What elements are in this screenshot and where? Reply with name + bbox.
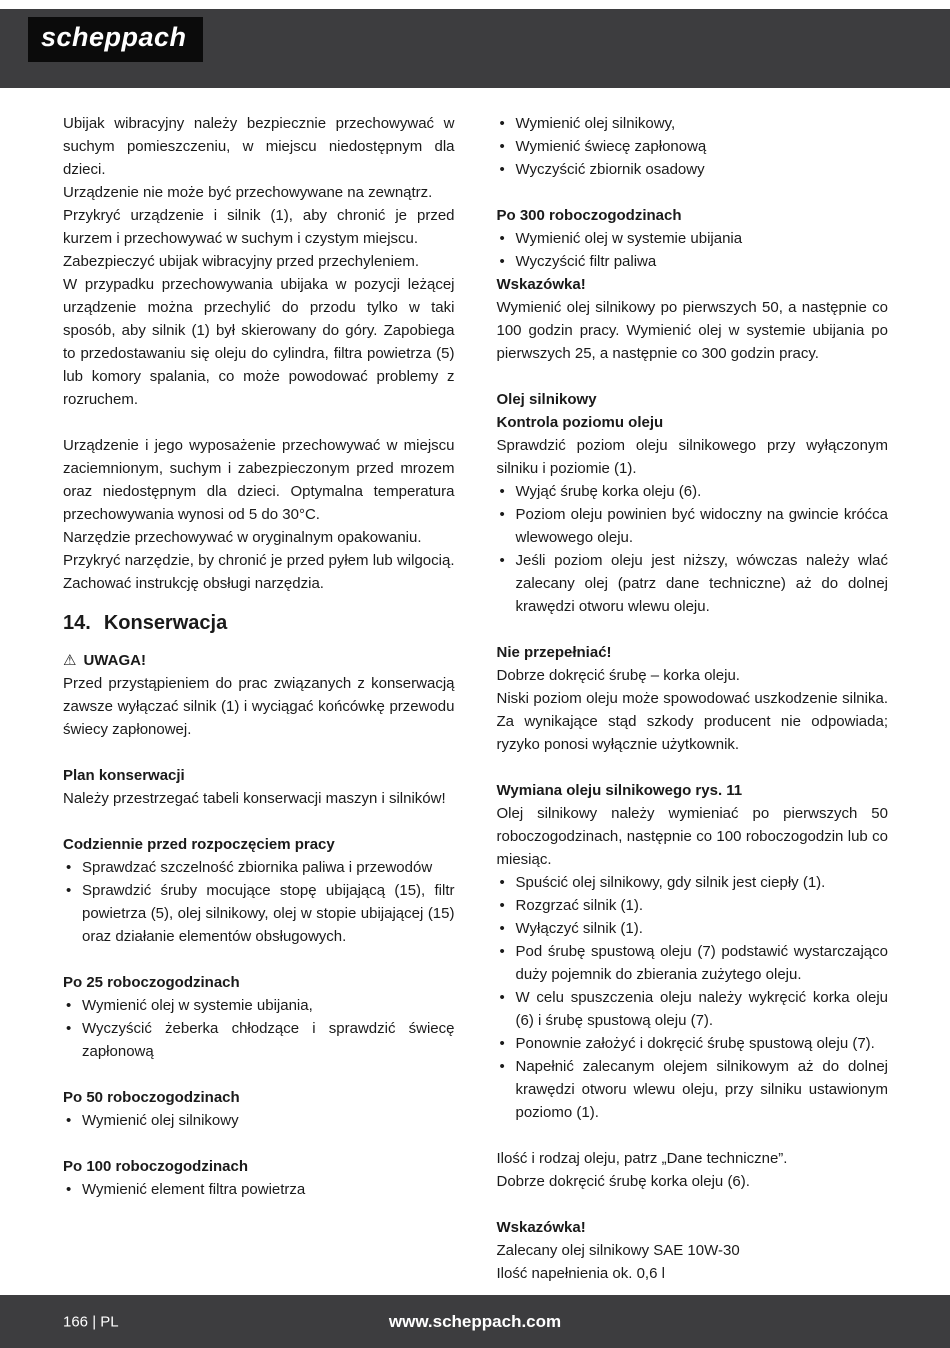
vertical-spacer [63, 1063, 455, 1086]
bullet-list [497, 871, 889, 1124]
vertical-spacer [497, 181, 889, 204]
section-heading [63, 610, 455, 636]
bullet-item: • Wyłączyć silnik (1). [497, 917, 889, 940]
paragraph: Zalecany olej silnikowy SAE 10W-30 [496, 1242, 740, 1259]
vertical-spacer [63, 411, 455, 434]
bold-label: Po 25 roboczogodzinach [63, 974, 240, 991]
bullet-list [63, 1178, 455, 1201]
bullet-item: • Wymienić olej w systemie ubijania, [63, 994, 455, 1017]
paragraph: Urządzenie nie może być przechowywane na zewnątrz. [63, 184, 433, 201]
paragraph: Ilość napełnienia ok. 0,6 l [496, 1265, 665, 1282]
bold-label: Wymiana oleju silnikowego rys. 11 [496, 782, 743, 799]
paragraph: Ubijak wibracyjny należy bezpiecznie przechowywać w suchym pomieszczeniu, w miejscu niedostępnym dla dzieci. [63, 115, 455, 178]
logo-text: scheppach [41, 22, 187, 52]
bullet-item: • Wymienić olej silnikowy, [497, 112, 889, 135]
scheppach-logo [28, 17, 203, 62]
bullet-list [497, 480, 889, 618]
header-bar [0, 9, 950, 88]
bold-label: Wskazówka! [496, 276, 586, 293]
bullet-item: • Spuścić olej silnikowy, gdy silnik jest ciepły (1). [497, 871, 889, 894]
bullet-item: • Ponownie założyć i dokręcić śrubę spustową oleju (7). [497, 1032, 889, 1055]
paragraph: Ilość i rodzaj oleju, patrz „Dane techniczne”. [496, 1150, 788, 1167]
vertical-spacer [497, 365, 889, 388]
warning-label-text: UWAGA! [83, 652, 146, 669]
paragraph: Sprawdzić poziom oleju silnikowego przy wyłączonym silniku i poziomie (1). [496, 437, 888, 477]
left-column [63, 112, 455, 1295]
bold-label: Wskazówka! [496, 1219, 586, 1236]
vertical-spacer [63, 1132, 455, 1155]
bullet-item: • Napełnić zalecanym olejem silnikowym aż do dolnej krawędzi otworu wlewu oleju, przy silniku ustawionym poziomo (1). [497, 1055, 889, 1124]
bullet-item: • Wyczyścić zbiornik osadowy [497, 158, 889, 181]
vertical-spacer [63, 741, 455, 764]
vertical-spacer [63, 810, 455, 833]
bullet-item: • Sprawdzać szczelność zbiornika paliwa i przewodów [63, 856, 455, 879]
page-number: 166 | PL [63, 1313, 119, 1330]
paragraph: Należy przestrzegać tabeli konserwacji maszyn i silników! [63, 790, 446, 807]
page-content [0, 88, 950, 1295]
bullet-list [63, 1109, 455, 1132]
bold-label: Kontrola poziomu oleju [496, 414, 664, 431]
paragraph: W przypadku przechowywania ubijaka w pozycji leżącej urządzenie można przechylić do przodu tylko w taki sposób, aby silnik (1) był skierowany do góry. Zapobiega to przedostawaniu się oleju do cylindra, filtra powietrza (5) lub komory spalania, co może powodować problemy z rozruchem. [63, 276, 455, 408]
paragraph: Przed przystąpieniem do prac związanych z konserwacją zawsze wyłączać silnik (1) i wyciągać końcówkę przewodu świecy zapłonowej. [63, 675, 455, 738]
bullet-item: • W celu spuszczenia oleju należy wykręcić korka oleju (6) i śrubę spustową oleju (7). [497, 986, 889, 1032]
bold-label: Po 100 roboczogodzinach [63, 1158, 249, 1175]
vertical-spacer [63, 948, 455, 971]
bullet-item: • Poziom oleju powinien być widoczny na gwincie króćca wlewowego oleju. [497, 503, 889, 549]
vertical-spacer [497, 756, 889, 779]
bullet-item: • Wymienić element filtra powietrza [63, 1178, 455, 1201]
bold-label: Nie przepełniać! [496, 644, 612, 661]
warning-label [63, 649, 455, 672]
paragraph: Wymienić olej silnikowy po pierwszych 50, a następnie co 100 godzin pracy. Wymienić olej w systemie ubijania po pierwszych 25, a następnie co 300 godzin pracy. [496, 299, 888, 362]
paragraph: Przykryć narzędzie, by chronić je przed pyłem lub wilgocią. Zachować instrukcję obsługi narzędzia. [63, 552, 455, 592]
footer-bar [0, 1295, 950, 1348]
bullet-item: • Pod śrubę spustową oleju (7) podstawić wystarczająco duży pojemnik do zbierania zużytego oleju. [497, 940, 889, 986]
paragraph: Dobrze dokręcić śrubę korka oleju (6). [496, 1173, 750, 1190]
bullet-item: • Wyczyścić żeberka chłodzące i sprawdzić świecę zapłonową [63, 1017, 455, 1063]
bullet-item: • Wyczyścić filtr paliwa [497, 250, 889, 273]
vertical-spacer [497, 1193, 889, 1216]
vertical-spacer [497, 618, 889, 641]
bullet-list [63, 994, 455, 1063]
paragraph: Zabezpieczyć ubijak wibracyjny przed przechyleniem. [63, 253, 419, 270]
bold-label: Olej silnikowy [496, 391, 597, 408]
heading-number: 14. [63, 612, 91, 634]
warning-triangle-icon: ⚠ [63, 652, 77, 669]
bold-label: Po 50 roboczogodzinach [63, 1089, 240, 1106]
bullet-item: • Wymienić olej silnikowy [63, 1109, 455, 1132]
bullet-list [497, 112, 889, 181]
bullet-item: • Rozgrzać silnik (1). [497, 894, 889, 917]
bullet-list [63, 856, 455, 948]
paragraph: Narzędzie przechowywać w oryginalnym opakowaniu. [63, 529, 422, 546]
bold-label: Plan konserwacji [63, 767, 185, 784]
bold-label: Codziennie przed rozpoczęciem pracy [63, 836, 335, 853]
right-column [497, 112, 889, 1295]
paragraph: Niski poziom oleju może spowodować uszkodzenie silnika. Za wynikające stąd szkody producent nie odpowiada; ryzyko ponosi wyłącznie użytkownik. [496, 690, 888, 753]
bullet-item: • Sprawdzić śruby mocujące stopę ubijającą (15), filtr powietrza (5), olej silnikowy, olej w stopie ubijającej (15) oraz działanie elementów obsługowych. [63, 879, 455, 948]
bullet-item: • Jeśli poziom oleju jest niższy, wówczas należy wlać zalecany olej (patrz dane techniczne) aż do dolnej krawędzi otworu wlewu oleju. [497, 549, 889, 618]
paragraph: Urządzenie i jego wyposażenie przechowywać w miejscu zaciemnionym, suchym i zabezpieczonym przed mrozem oraz niedostępnym dla dzieci. Optymalna temperatura przechowywania wynosi od 5 do 30°C. [63, 437, 455, 523]
bullet-item: • Wymienić olej w systemie ubijania [497, 227, 889, 250]
vertical-spacer [497, 1124, 889, 1147]
bullet-list [497, 227, 889, 273]
bullet-item: • Wyjąć śrubę korka oleju (6). [497, 480, 889, 503]
paragraph: Dobrze dokręcić śrubę – korka oleju. [496, 667, 740, 684]
paragraph: Przykryć urządzenie i silnik (1), aby chronić je przed kurzem i przechowywać w suchym i czystym miejscu. [63, 207, 455, 247]
paragraph: Olej silnikowy należy wymieniać po pierwszych 50 roboczogodzinach, następnie co 100 roboczogodzin lub co miesiąc. [496, 805, 888, 868]
bullet-item: • Wymienić świecę zapłonową [497, 135, 889, 158]
bold-label: Po 300 roboczogodzinach [496, 207, 682, 224]
heading-text: Konserwacja [103, 612, 228, 634]
footer-url: www.scheppach.com [388, 1311, 562, 1331]
